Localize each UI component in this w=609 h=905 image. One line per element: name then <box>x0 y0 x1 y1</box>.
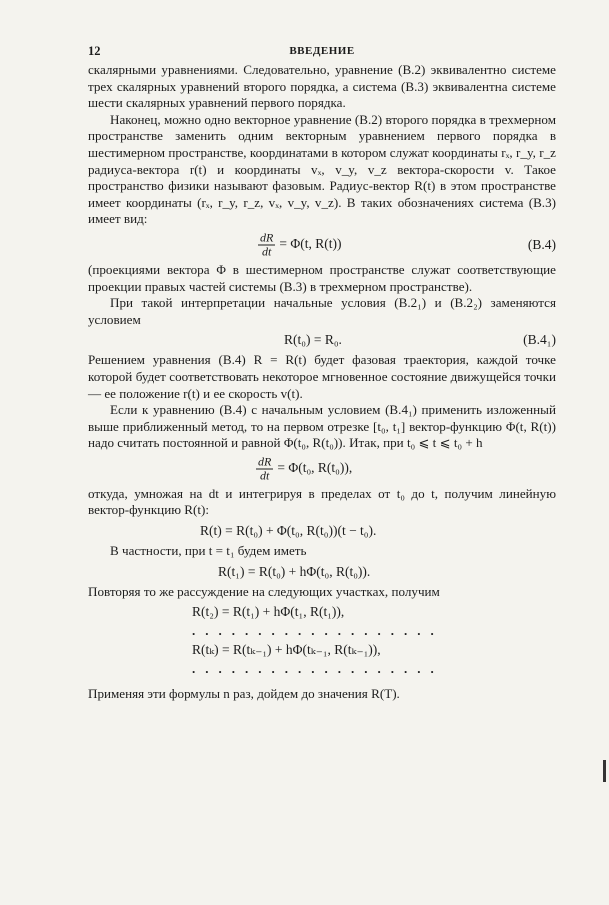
equation-linear-body: R(t) = R(t₀) + Φ(t₀, R(t₀))(t − t₀). <box>200 523 377 539</box>
equation-b4 <box>88 228 556 262</box>
equation-b4-body <box>258 231 341 258</box>
equation-t1 <box>88 560 556 584</box>
equation-t2-body: R(t₂) = R(t₁) + hΦ(t₁, R(t₁)), <box>192 604 345 620</box>
fraction-numerator: dR <box>260 230 274 245</box>
fraction-numerator: dR <box>258 454 272 469</box>
page-header <box>88 44 556 62</box>
equation-label: (В.4) <box>527 236 556 252</box>
paragraph-8: В частности, при t = t₁ будем иметь <box>110 543 307 559</box>
equation-b4-1 <box>88 328 556 352</box>
equation-b4-1-body: R(t₀) = R₀. <box>284 332 342 348</box>
equation-t1-body: R(t₁) = R(t₀) + hΦ(t₀, R(t₀)). <box>218 563 371 579</box>
paragraph-3: (проекциями вектора Φ в шестимерном пространстве служат соответствующие проекции правых частей системы (В.3) в трехмерном пространстве). <box>88 261 556 294</box>
equation-rhs: = Φ(t₀, R(t₀)), <box>277 459 353 475</box>
equation-tk-body: R(tₖ) = R(tₖ₋₁) + hΦ(tₖ₋₁, R(tₖ₋₁)), <box>192 642 381 658</box>
paragraph-7: откуда, умножая на dt и интегрируя в пределах от t₀ до t, получим линейную вектор-функцию R(t): <box>88 485 556 518</box>
equation-label: (В.4₁) <box>523 332 556 348</box>
running-head: ВВЕДЕНИЕ <box>289 45 355 57</box>
paragraph-4: При такой интерпретации начальные условия (В.2₁) и (В.2₂) заменяются условием <box>88 295 556 327</box>
equation-linear <box>88 519 556 543</box>
fraction <box>258 231 275 258</box>
equation-t2 <box>88 600 556 624</box>
equation-step1-body <box>256 455 352 482</box>
paragraph-5: Решением уравнения (В.4) R = R(t) будет фазовая траектория, каждой точке которой будет соответствовать некоторое мгновенное состояние движущейся точки — ее положение r(t) и ее скорость v(t). <box>88 352 556 401</box>
fraction-denominator: dt <box>262 244 272 259</box>
paragraph-1: скалярными уравнениями. Следовательно, уравнение (В.2) эквивалентно системе трех скалярных уравнений второго порядка, а система (В.3) эквивалентна системе шести скалярных уравнений первого порядка. <box>88 62 556 111</box>
fraction-denominator: dt <box>260 468 270 483</box>
book-page <box>88 44 556 703</box>
page-number: 12 <box>88 44 101 58</box>
equation-tk <box>88 638 556 662</box>
paragraph-6: Если к уравнению (В.4) с начальным условием (В.4₁) применить изложенный выше приближенный метод, то на первом отрезке [t₀, t₁] вектор-функцию Φ(t, R(t)) надо считать постоянной и равной Φ(t₀, R(t₀)). Итак, при t₀ ⩽ t ⩽ t₀ + h <box>88 402 556 451</box>
equation-step1 <box>88 452 556 486</box>
equation-rhs: = Φ(t, R(t)) <box>279 236 342 252</box>
paragraph-9: Повторяя то же рассуждение на следующих участках, получим <box>88 583 440 599</box>
fraction <box>256 455 273 482</box>
paragraph-2: Наконец, можно одно векторное уравнение (В.2) второго порядка в трехмерном пространстве заменить одним вeкторным уравнением первого порядка в шестимерном пространстве, координатами в котором служат координаты rₓ, r_y, r_z радиуса-вектора r(t) и координаты vₓ, v_y, v_z вектора-скорости v. Такое пространство физики называют фазовым. Радиус-вектор R(t) в этом пространстве имеет координаты (rₓ, r_y, r_z, vₓ, v_y, v_z). В таких обозначениях система (В.3) имеет вид: <box>88 111 556 227</box>
ellipsis-row <box>88 624 556 638</box>
ellipsis-row <box>88 662 556 676</box>
ellipsis-dots: ................... <box>192 661 444 677</box>
paragraph-10: Применяя эти формулы n раз, дойдем до значения R(T). <box>88 686 400 702</box>
ellipsis-dots: ................... <box>192 623 444 639</box>
margin-mark <box>603 760 606 782</box>
